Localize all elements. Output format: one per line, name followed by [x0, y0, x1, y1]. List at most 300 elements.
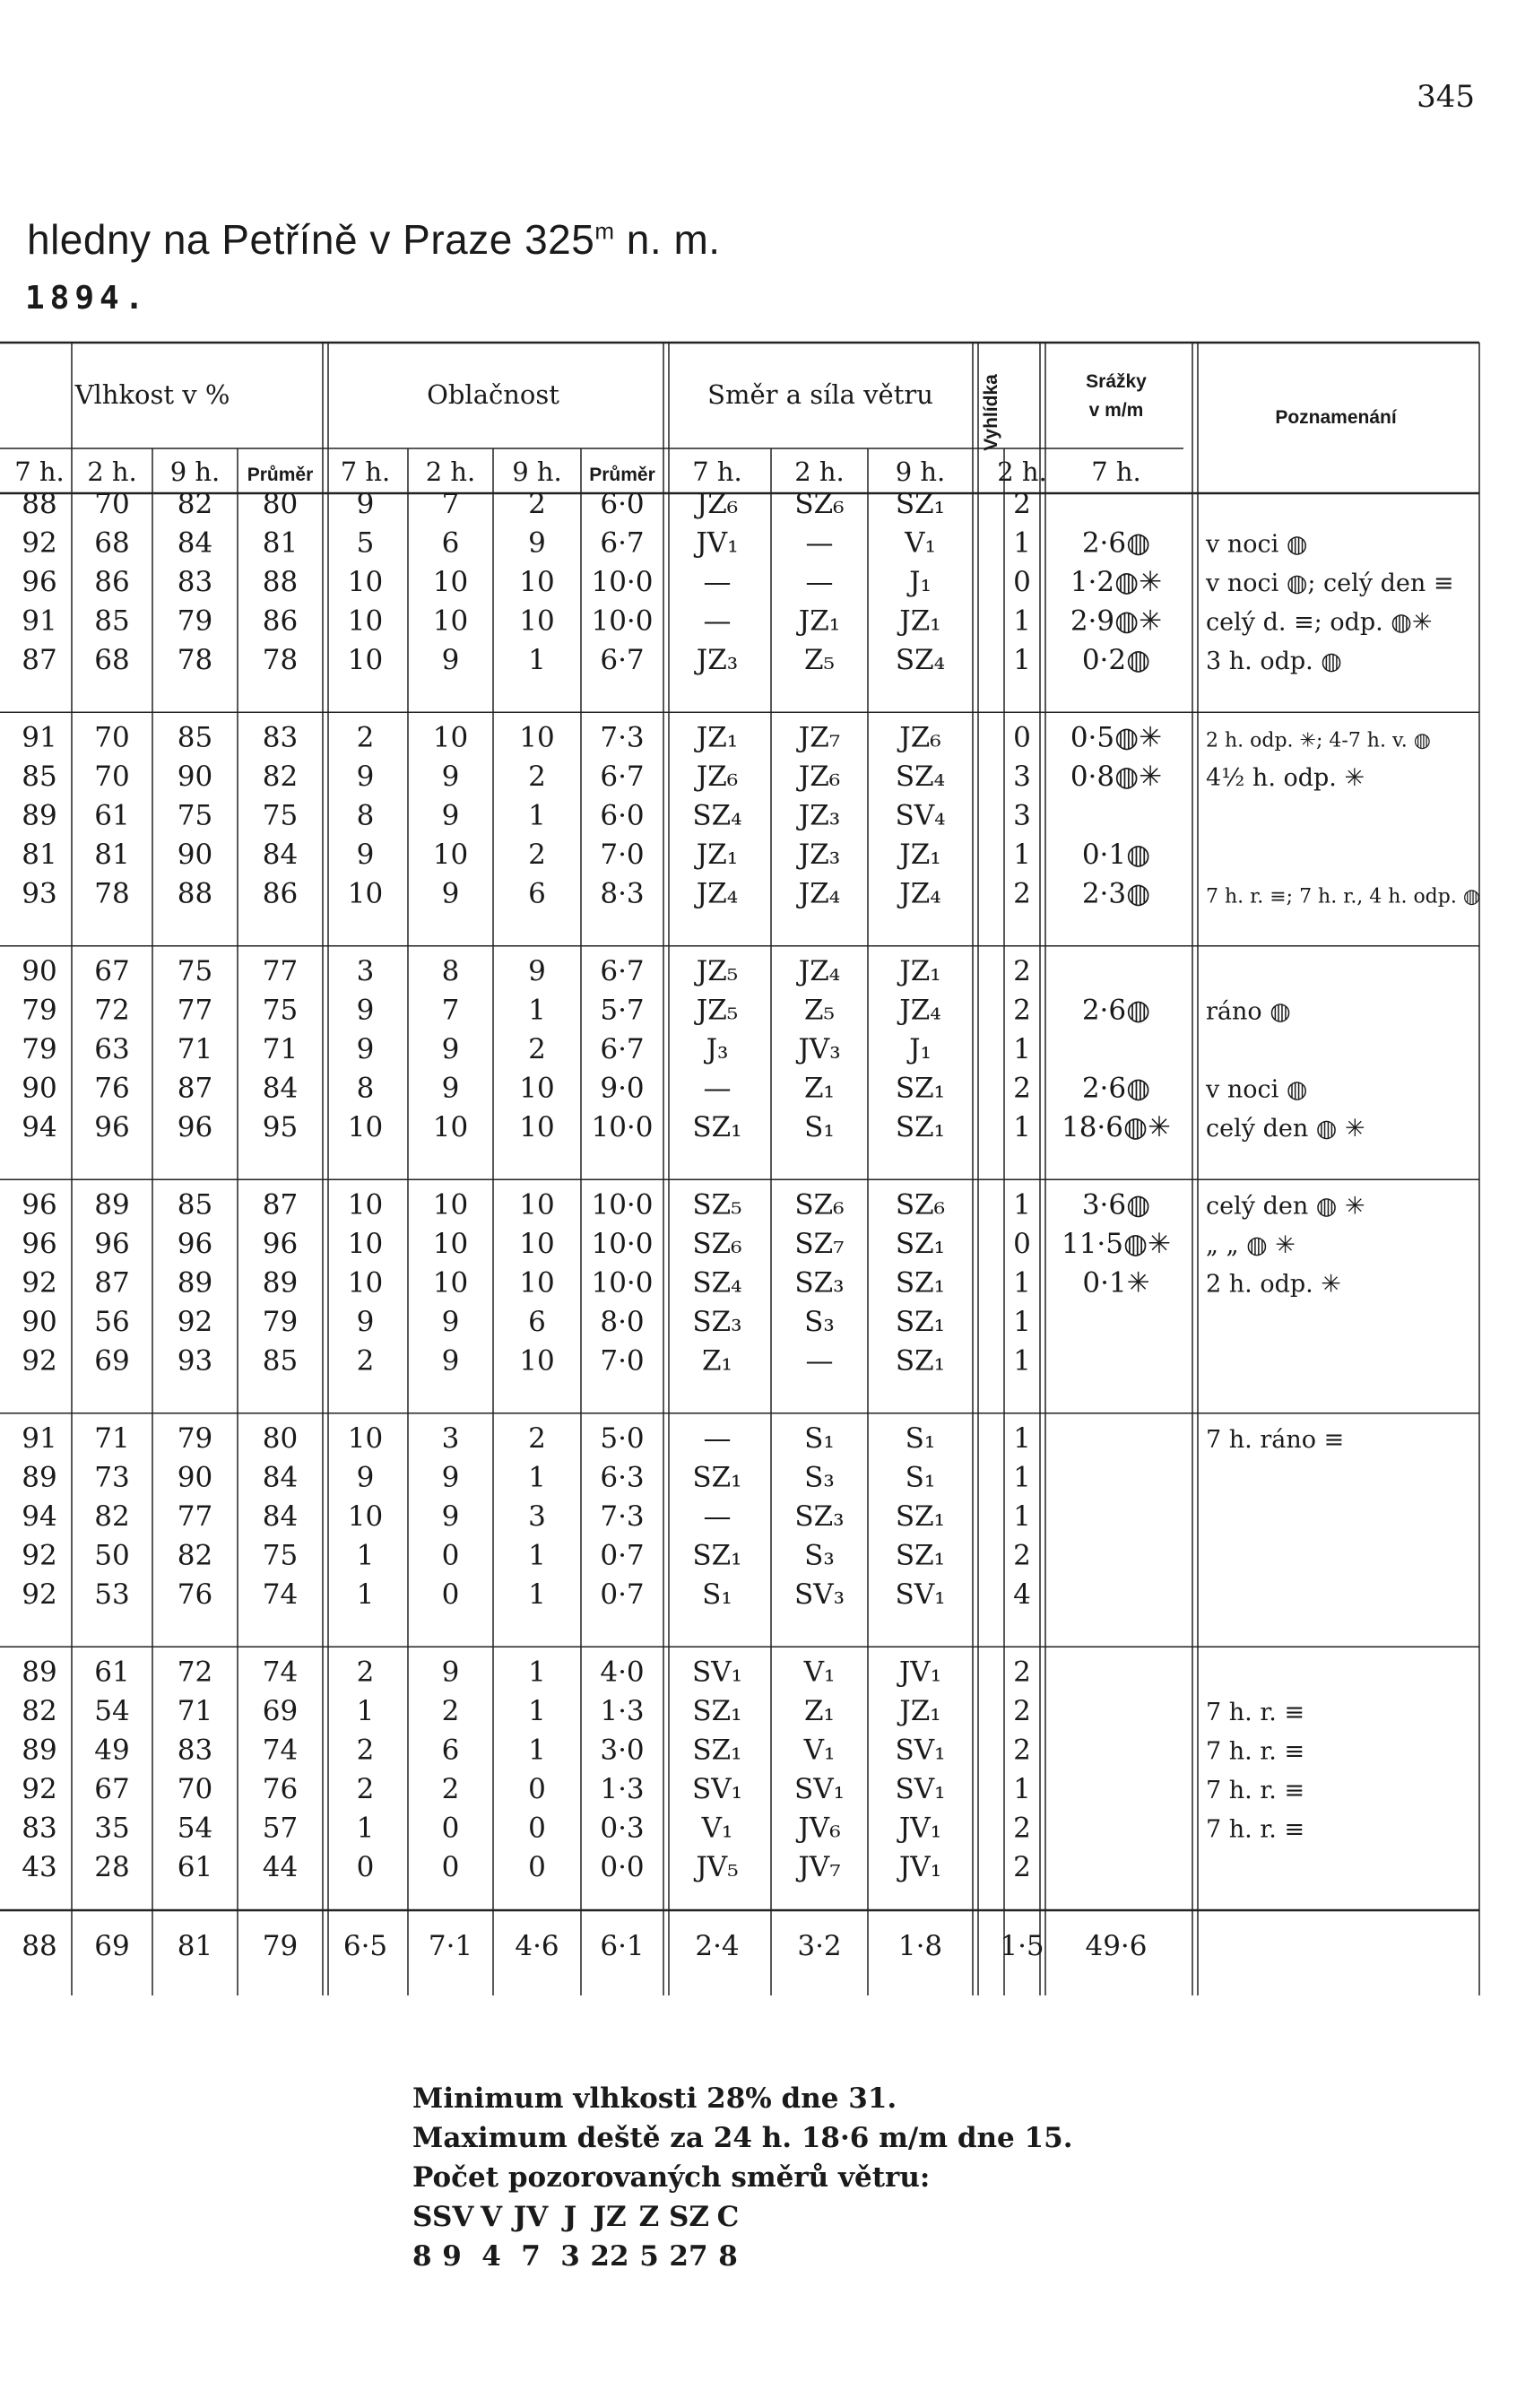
table-cell: 83 — [22, 1812, 57, 1845]
table-cell: 81 — [22, 839, 57, 871]
table-cell: 10 — [519, 1228, 555, 1260]
table-cell: 87 — [177, 1072, 213, 1105]
table-cell: JV₁ — [898, 1851, 942, 1883]
table-cell: 49 — [94, 1734, 130, 1767]
table-cell: 10 — [432, 1266, 469, 1300]
title-unit: m — [594, 217, 615, 245]
header-cloud: Oblačnost — [427, 379, 559, 410]
table-cell: 2 — [1013, 877, 1031, 910]
table-cell: 5·7 — [600, 994, 645, 1027]
table-cell: JV₆ — [798, 1812, 841, 1845]
table-cell: S₁ — [905, 1461, 936, 1494]
header-precip: Srážky — [1086, 371, 1147, 392]
note-cell: celý den ◍ ✳ — [1206, 1115, 1365, 1143]
table-cell: 63 — [94, 1033, 130, 1065]
table-cell: 96 — [22, 566, 57, 598]
table-cell: Z₁ — [702, 1344, 732, 1378]
table-cell: 8 — [441, 955, 460, 987]
table-cell: 89 — [22, 1734, 57, 1767]
table-cell: 2 — [528, 761, 546, 793]
table-cell: 0 — [1013, 1228, 1031, 1260]
wind-counts-row — [412, 2237, 1073, 2276]
table-cell: 9 — [356, 994, 375, 1027]
table-cell: S₁ — [804, 1111, 835, 1143]
subheader-8: 7 h. — [692, 456, 742, 487]
note-cell: 7 h. r. ≡ — [1206, 1815, 1305, 1844]
note-cell: 7 h. r. ≡ — [1206, 1699, 1305, 1726]
table-cell: 68 — [94, 644, 130, 676]
table-cell: 74 — [262, 1734, 299, 1767]
table-cell: 0 — [528, 1851, 546, 1883]
table-cell: 1 — [1013, 1188, 1031, 1221]
table-cell: 4 — [1013, 1578, 1031, 1611]
table-cell: 78 — [94, 877, 130, 910]
note-cell: 2 h. odp. ✳ — [1206, 1270, 1341, 1299]
table-cell: 72 — [94, 994, 130, 1027]
table-cell: SV₁ — [793, 1773, 845, 1805]
table-cell: 10 — [347, 566, 384, 598]
table-cell: 2 — [1013, 994, 1031, 1027]
subheader-6: 9 h. — [512, 456, 562, 487]
table-cell: 9 — [356, 1306, 375, 1338]
note-cell: 7 h. ráno ≡ — [1206, 1426, 1345, 1454]
table-cell: 0 — [528, 1812, 546, 1845]
table-cell: 0·1◍ — [1081, 839, 1151, 871]
table-cell: SZ₁ — [692, 1461, 742, 1494]
table-cell: 92 — [22, 526, 57, 560]
table-cell: 1 — [1013, 644, 1031, 676]
table-cell: 92 — [22, 1578, 57, 1611]
table-cell: 79 — [262, 1306, 299, 1338]
table-cell: 1 — [528, 1734, 546, 1767]
table-cell: JZ₆ — [696, 488, 739, 520]
table-cell: SZ₄ — [895, 761, 946, 793]
table-cell: 0·0 — [600, 1851, 645, 1883]
table-cell: 1 — [1013, 1111, 1031, 1143]
table-cell: 82 — [177, 1539, 213, 1572]
table-cell: 7·3 — [600, 1500, 645, 1533]
table-cell: 67 — [94, 1773, 130, 1805]
table-cell: 77 — [262, 955, 299, 987]
table-cell: — — [703, 1422, 732, 1455]
subheader-2: 9 h. — [169, 456, 221, 487]
page-title — [27, 215, 721, 264]
table-cell: 94 — [22, 1500, 57, 1533]
table-cell: 54 — [94, 1695, 130, 1727]
table-cell: 1 — [1013, 839, 1031, 871]
table-cell: 2 — [528, 1422, 546, 1455]
table-cell: 1 — [528, 1656, 546, 1689]
table-cell: 9·0 — [600, 1072, 645, 1105]
table-cell: 10 — [347, 1422, 384, 1455]
table-cell: 2 — [356, 1773, 375, 1805]
table-cell: 10 — [347, 644, 384, 676]
note-cell: v noci ◍ — [1206, 1075, 1308, 1104]
table-cell: 10 — [347, 604, 384, 638]
table-cell: JZ₇ — [798, 721, 841, 754]
table-cell: 10 — [347, 1266, 384, 1300]
table-cell: S₃ — [804, 1539, 835, 1572]
table-cell: 10 — [432, 721, 469, 754]
table-cell: 3 — [441, 1422, 460, 1455]
note-cell: v noci ◍; celý den ≡ — [1206, 569, 1454, 597]
table-cell: 2·6◍ — [1081, 526, 1151, 560]
table-cell: 79 — [22, 1033, 57, 1065]
table-cell: 57 — [262, 1812, 299, 1845]
table-cell: 10 — [432, 839, 469, 871]
table-cell: 0·1✳ — [1082, 1266, 1150, 1300]
table-cell: 2 — [1013, 1072, 1031, 1105]
note-cell: „ „ ◍ ✳ — [1206, 1231, 1296, 1259]
table-cell: 89 — [22, 799, 57, 832]
table-cell: SZ₁ — [692, 1734, 742, 1767]
table-cell: 1 — [528, 1461, 546, 1494]
table-cell: 1 — [1013, 1344, 1031, 1378]
table-cell: JZ₅ — [696, 994, 739, 1027]
table-cell: SV₁ — [895, 1734, 946, 1767]
table-cell: 9 — [528, 955, 546, 987]
table-cell: 1 — [528, 1539, 546, 1572]
totals-cell: 1·8 — [897, 1930, 943, 1962]
table-cell: 85 — [177, 721, 213, 754]
table-cell: 10 — [519, 1111, 555, 1143]
table-cell: JV₃ — [798, 1033, 841, 1065]
table-cell: 10 — [519, 604, 555, 638]
table-cell: 50 — [94, 1539, 130, 1572]
note-cell: celý d. ≡; odp. ◍✳ — [1206, 608, 1433, 637]
table-cell: 10 — [347, 877, 384, 910]
table-cell: JZ₄ — [899, 994, 941, 1027]
table-cell: 73 — [94, 1461, 130, 1494]
table-cell: 10·0 — [591, 604, 654, 638]
table-cell: 0·7 — [600, 1539, 645, 1572]
table-cell: 1 — [528, 1695, 546, 1727]
table-cell: 79 — [177, 1422, 213, 1455]
table-cell: SZ₁ — [895, 1344, 946, 1378]
table-cell: 2·9◍✳ — [1070, 604, 1163, 638]
table-cell: 1 — [1013, 1266, 1031, 1300]
table-cell: 61 — [94, 799, 130, 832]
table-cell: 6·7 — [600, 955, 645, 987]
wind-direction: S — [412, 2201, 433, 2233]
table-cell: 6·7 — [600, 644, 645, 676]
table-cell: 2 — [356, 721, 375, 754]
header-visibility: Vyhlídka — [981, 374, 1001, 451]
table-cell: 10 — [347, 1111, 384, 1143]
note-cell: 7 h. r. ≡ — [1206, 1737, 1305, 1766]
table-cell: 1·3 — [600, 1695, 645, 1727]
table-cell: 92 — [22, 1266, 57, 1300]
table-cell: SZ₁ — [895, 488, 946, 520]
totals-cell: 4·6 — [515, 1930, 559, 1962]
table-cell: SZ₁ — [692, 1539, 742, 1572]
table-cell: 0 — [441, 1539, 460, 1572]
table-cell: 90 — [177, 839, 213, 871]
wind-direction-count: 8 — [718, 2240, 738, 2273]
table-cell: 93 — [22, 877, 57, 910]
table-cell: 71 — [177, 1695, 213, 1727]
table-cell: 88 — [177, 877, 213, 910]
table-cell: 74 — [262, 1578, 299, 1611]
table-cell: SZ₁ — [895, 1266, 946, 1300]
table-cell: 3 — [1013, 761, 1031, 793]
table-cell: JZ₁ — [899, 955, 941, 987]
subheader-5: 2 h. — [425, 456, 476, 487]
table-cell: JZ₆ — [899, 721, 941, 754]
table-cell: 10·0 — [591, 1228, 654, 1260]
table-cell: 70 — [94, 721, 130, 754]
table-cell: JV₁ — [898, 1812, 942, 1845]
title-main: hledny na Petříně v Praze 325 — [27, 216, 595, 263]
table-cell: 1 — [1013, 604, 1031, 638]
note-cell: 7 h. r. ≡ — [1206, 1777, 1305, 1804]
table-cell: JZ₅ — [696, 955, 739, 987]
table-cell: 10·0 — [591, 1266, 654, 1300]
table-cell: 90 — [177, 1461, 213, 1494]
table-cell: JZ₆ — [798, 761, 841, 793]
table-cell: JZ₁ — [798, 604, 841, 638]
wind-direction-count: 27 — [669, 2240, 708, 2273]
table-cell: 10 — [519, 721, 555, 754]
table-cell: 1 — [356, 1812, 375, 1845]
table-cell: — — [703, 1072, 732, 1105]
totals-cell: 6·5 — [342, 1930, 388, 1962]
table-cell: SZ₅ — [692, 1188, 742, 1221]
table-cell: 92 — [22, 1344, 57, 1378]
table-cell: 61 — [177, 1851, 213, 1883]
table-cell: JZ₄ — [696, 877, 739, 910]
table-cell: 43 — [22, 1851, 57, 1883]
table-cell: 9 — [441, 761, 460, 793]
table-cell: JZ₁ — [696, 839, 739, 871]
table-cell: 0 — [1013, 721, 1031, 754]
max-rain-line: Maximum deště za 24 h. 18·6 m/m dne 15. — [412, 2122, 1073, 2154]
table-cell: 2·3◍ — [1081, 877, 1151, 910]
table-cell: 90 — [22, 955, 57, 987]
table-cell: 81 — [262, 526, 299, 560]
observation-table — [0, 341, 1534, 2045]
table-cell: 7 — [441, 994, 460, 1027]
wind-direction: J — [563, 2201, 577, 2233]
table-cell: Z₅ — [804, 644, 835, 676]
totals-cell: 3·2 — [797, 1930, 842, 1962]
year-label: 1894. — [25, 280, 150, 317]
table-cell: 1 — [1013, 1033, 1031, 1065]
table-cell: 2 — [1013, 955, 1031, 987]
table-cell: 70 — [94, 761, 130, 793]
table-cell: 1 — [356, 1539, 375, 1572]
table-cell: 67 — [94, 955, 130, 987]
table-cell: JV₁ — [696, 526, 739, 560]
table-cell: 76 — [94, 1072, 130, 1105]
table-cell: 2 — [1013, 1851, 1031, 1883]
table-cell: 82 — [94, 1500, 130, 1533]
totals-cell: 49·6 — [1085, 1930, 1148, 1962]
wind-direction: Z — [638, 2201, 660, 2233]
table-cell: 76 — [262, 1773, 299, 1805]
totals-cell: 6·1 — [600, 1930, 645, 1962]
table-cell: V₁ — [905, 526, 936, 560]
table-cell: 84 — [262, 1072, 299, 1105]
table-cell: 10 — [519, 566, 555, 598]
table-cell: 76 — [177, 1578, 213, 1611]
wind-directions-row — [412, 2197, 1073, 2237]
table-cell: SZ₁ — [895, 1228, 946, 1260]
table-cell: 71 — [177, 1033, 213, 1065]
table-cell: 71 — [94, 1422, 130, 1455]
table-cell: 82 — [22, 1695, 57, 1727]
totals-cell: 2·4 — [695, 1930, 740, 1962]
table-cell: 85 — [22, 761, 57, 793]
table-cell: — — [805, 1344, 834, 1378]
table-cell: 9 — [441, 644, 460, 676]
table-cell: SZ₁ — [895, 1539, 946, 1572]
table-cell: SZ₆ — [794, 1188, 845, 1221]
table-cell: 80 — [262, 1422, 299, 1455]
table-cell: — — [703, 1500, 732, 1533]
table-cell: 9 — [441, 877, 460, 910]
table-cell: 9 — [441, 1072, 460, 1105]
table-cell: 70 — [94, 488, 130, 520]
table-cell: 0·2◍ — [1081, 644, 1151, 676]
table-cell: JZ₃ — [798, 839, 841, 871]
note-cell: ráno ◍ — [1206, 997, 1291, 1026]
table-cell: JZ₄ — [798, 955, 841, 987]
note-cell: v noci ◍ — [1206, 530, 1308, 559]
table-cell: S₃ — [804, 1461, 835, 1494]
subheader-3: Průměr — [247, 465, 314, 485]
table-cell: JZ₃ — [798, 799, 841, 832]
table-cell: 91 — [22, 1422, 57, 1455]
table-cell: 90 — [22, 1072, 57, 1105]
table-cell: JZ₁ — [899, 1695, 941, 1727]
table-cell: 10 — [432, 1188, 469, 1221]
table-cell: 10·0 — [591, 1188, 654, 1221]
subheader-10: 9 h. — [895, 456, 946, 487]
table-cell: 78 — [177, 644, 213, 676]
table-cell: 10 — [347, 1228, 384, 1260]
table-cell: 88 — [22, 488, 57, 520]
table-cell: 2 — [528, 1033, 546, 1065]
table-cell: 1 — [528, 994, 546, 1027]
subheader-0: 7 h. — [14, 456, 65, 487]
table-cell: 6 — [441, 526, 460, 560]
table-cell: SZ₆ — [692, 1228, 742, 1260]
table-cell: SZ₄ — [895, 644, 946, 676]
note-cell: 4½ h. odp. ✳ — [1206, 764, 1365, 792]
table-cell: 2·6◍ — [1081, 1072, 1151, 1105]
table-cell: 1 — [1013, 1422, 1031, 1455]
wind-direction-count: 7 — [521, 2240, 541, 2273]
table-cell: 86 — [94, 566, 130, 598]
table-cell: SZ₁ — [895, 1306, 946, 1338]
table-cell: 96 — [262, 1228, 299, 1260]
table-cell: SZ₁ — [692, 1111, 742, 1143]
table-cell: 74 — [262, 1656, 299, 1689]
table-cell: 9 — [441, 799, 460, 832]
table-cell: 35 — [94, 1812, 130, 1845]
page-number: 345 — [1417, 79, 1475, 115]
table-cell: SZ₁ — [895, 1072, 946, 1105]
wind-direction: V — [480, 2201, 503, 2233]
table-cell: 54 — [177, 1812, 213, 1845]
table-cell: 89 — [177, 1266, 213, 1300]
subheader-4: 7 h. — [340, 456, 391, 487]
table-cell: 77 — [177, 1500, 213, 1533]
table-cell: 7·0 — [600, 839, 645, 871]
table-cell: 44 — [262, 1851, 299, 1883]
wind-direction: JZ — [593, 2201, 627, 2233]
table-cell: SZ₁ — [895, 1111, 946, 1143]
table-cell: 83 — [262, 721, 299, 754]
subheader-1: 2 h. — [87, 456, 137, 487]
table-cell: 87 — [262, 1188, 299, 1221]
table-cell: 2 — [1013, 1812, 1031, 1845]
table-cell: — — [703, 604, 732, 638]
table-cell: 5·0 — [600, 1422, 645, 1455]
table-cell: 2 — [441, 1695, 460, 1727]
totals-cell: 7·1 — [428, 1930, 473, 1962]
table-cell: 1 — [1013, 1461, 1031, 1494]
totals-cell: 69 — [94, 1930, 130, 1962]
table-cell: 6·0 — [600, 799, 645, 832]
table-cell: 2 — [1013, 1734, 1031, 1767]
table-cell: JZ₃ — [696, 644, 739, 676]
totals-cell: 1·5 — [1000, 1930, 1044, 1962]
table-cell: 69 — [262, 1695, 299, 1727]
table-cell: 3·6◍ — [1081, 1188, 1151, 1221]
table-cell: 6·7 — [600, 761, 645, 793]
table-cell: 2 — [1013, 1695, 1031, 1727]
table-cell: 81 — [94, 839, 130, 871]
header-humidity: Vlhkost v % — [74, 379, 230, 410]
table-cell: 89 — [94, 1188, 130, 1221]
table-cell: — — [805, 526, 834, 560]
table-cell: 10 — [347, 1500, 384, 1533]
header-notes: Poznamenání — [1275, 407, 1397, 428]
wind-direction-count: 3 — [560, 2240, 580, 2273]
table-cell: 77 — [177, 994, 213, 1027]
table-cell: 6 — [441, 1734, 460, 1767]
table-cell: 53 — [94, 1578, 130, 1611]
table-cell: 1 — [528, 1578, 546, 1611]
subheader-9: 2 h. — [794, 456, 845, 487]
table-cell: 84 — [262, 1461, 299, 1494]
table-header — [14, 371, 1398, 487]
table-cell: 89 — [262, 1266, 299, 1300]
title-suffix: n. m. — [614, 216, 721, 263]
wind-direction-count: 8 — [412, 2240, 432, 2273]
table-cell: 9 — [441, 1656, 460, 1689]
table-cell: 6·7 — [600, 1033, 645, 1065]
wind-direction: SV — [432, 2201, 474, 2233]
table-cell: 71 — [262, 1033, 299, 1065]
table-cell: Z₁ — [804, 1695, 835, 1727]
table-cell: J₁ — [909, 1033, 932, 1065]
table-cell: S₃ — [804, 1306, 835, 1338]
table-cell: 9 — [441, 1033, 460, 1065]
table-cell: 9 — [441, 1500, 460, 1533]
table-cell: 96 — [94, 1228, 130, 1260]
table-body — [22, 488, 1480, 1962]
table-cell: 9 — [356, 488, 375, 520]
table-cell: 9 — [441, 1461, 460, 1494]
table-cell: 7 — [441, 488, 460, 520]
table-cell: SV₁ — [895, 1578, 946, 1611]
table-cell: 84 — [262, 839, 299, 871]
table-cell: 96 — [22, 1228, 57, 1260]
table-cell: 92 — [22, 1773, 57, 1805]
